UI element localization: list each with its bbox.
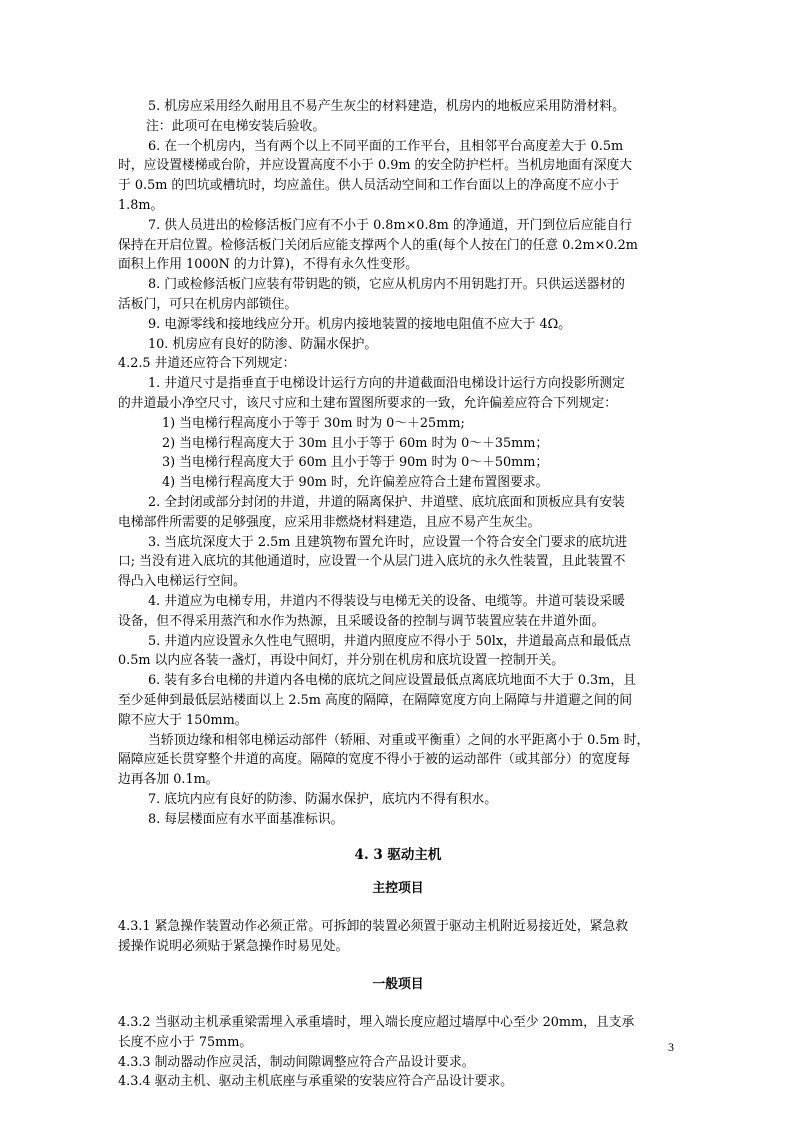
text-line: 至少延伸到最低层站楼面以上 2.5m 高度的隔障，在隔障宽度方向上隔障与井道避之间的间 (118, 692, 633, 708)
text-line: 1.8m。 (118, 197, 164, 213)
text-line: 4.3.4 驱动主机、驱动主机底座与承重梁的安装应符合产品设计要求。 (118, 1074, 513, 1090)
document-body (118, 97, 678, 1092)
text-line: 2. 全封闭或部分封闭的井道，井道的隔离保护、井道壁、底坑底面和顶板应具有安装 (148, 494, 625, 510)
text-line: 边再各加 0.1m。 (118, 772, 219, 788)
text-line: 保持在开启位置。检修活板门关闭后应能支撑两个人的重(每个人按在门的任意 0.2m×0.2m (118, 237, 638, 253)
text-line: 5. 机房应采用经久耐用且不易产生灰尘的材料建造，机房内的地板应采用防滑材料。 (148, 99, 625, 114)
text-line: 隔障应延长贯穿整个井道的高度。隔障的宽度不得小于被的运动部件（或其部分）的宽度每 (118, 752, 630, 768)
text-line: 于 0.5m 的凹坑或槽坑时，均应盖住。供人员活动空间和工作台面以上的净高度不应小于 (118, 178, 620, 194)
main-items-block (118, 917, 678, 957)
text-line: 4. 井道应为电梯专用，井道内不得装设与电梯无关的设备、电缆等。井道可装设采暖 (148, 593, 625, 609)
text-line: 3) 当电梯行程高度大于 60m 且小于等于 90m 时为 0～＋50mm； (162, 455, 549, 471)
text-line: 隙不应大于 150mm。 (118, 712, 248, 728)
text-line: 的井道最小净空尺寸，该尺寸应和土建布置图所要求的一致，允许偏差应符合下列规定： (118, 395, 618, 411)
text-line: 10. 机房应有良好的防渗、防漏水保护。 (148, 336, 378, 352)
text-line: 当轿顶边缘和相邻电梯运动部件（轿厢、对重或平衡重）之间的水平距离小于 0.5m 时， (148, 732, 650, 748)
text-line: 口; 当没有进入底坑的其他通道时，应设置一个从层门进入底坑的永久性装置，且此装置不 (118, 554, 626, 570)
text-line: 注：此项可在电梯安装后验收。 (146, 118, 326, 134)
text-line: 1. 井道尺寸是指垂直于电梯设计运行方向的井道截面沿电梯设计运行方向投影所测定 (148, 376, 625, 392)
text-line: 长度不应小于 75mm。 (118, 1034, 253, 1050)
page-number: 3 (668, 1040, 674, 1054)
text-line: 2) 当电梯行程高度大于 30m 且小于等于 60m 时为 0～＋35mm； (162, 435, 549, 451)
text-line: 得凸入电梯运行空间。 (118, 574, 246, 590)
text-line: 电梯部件所需要的足够强度，应采用非燃烧材料建造，且应不易产生灰尘。 (118, 514, 541, 530)
text-line: 0.5m 以内应各装一盏灯，再设中间灯，并分别在机房和底坑设置一控制开关。 (118, 653, 565, 669)
section-title: 4. 3 驱动主机 (354, 847, 442, 864)
text-line: 6. 装有多台电梯的井道内各电梯的底坑之间应设置最低点离底坑地面不大于 0.3m，且 (148, 673, 636, 689)
text-line: 设备，但不得采用蒸汽和水作为热源，且采暖设备的控制与调节装置应装在井道外面。 (118, 613, 605, 629)
text-line: 4.3.3 制动器动作应灵活，制动间隙调整应符合产品设计要求。 (118, 1054, 475, 1070)
text-line: 5. 井道内应设置永久性电气照明，井道内照度应不得小于 50lx，井道最高点和最低点 (148, 633, 632, 649)
text-line: 1) 当电梯行程高度小于等于 30m 时为 0～＋25mm; (162, 415, 465, 431)
subheading-general-items: 一般项目 (372, 977, 424, 993)
subheading-main-items: 主控项目 (372, 881, 424, 897)
text-line: 8. 门或检修活板门应装有带钥匙的锁，它应从机房内不用钥匙打开。只供运送器材的 (148, 277, 625, 293)
text-line: 时，应设置楼梯或台阶，并应设置高度不小于 0.9m 的安全防护栏杆。当机房地面有深度大 (118, 158, 633, 174)
text-line: 活板门，可只在机房内部锁住。 (118, 296, 298, 312)
text-line: 4) 当电梯行程高度大于 90m 时，允许偏差应符合土建布置图要求。 (162, 475, 549, 491)
text-line: 援操作说明必须贴于紧急操作时易见处。 (118, 939, 349, 955)
text-line: 4.2.5 井道还应符合下列规定： (118, 356, 296, 372)
text-line: 3. 当底坑深度大于 2.5m 且建筑物布置允许时，应设置一个符合安全门要求的底坑进 (148, 534, 628, 550)
text-line: 9. 电源零线和接地线应分开。机房内接地装置的接地电阻值不应大于 4Ω。 (148, 316, 572, 332)
text-line: 8. 每层楼面应有水平面基准标识。 (148, 811, 344, 827)
text-line: 7. 供人员进出的检修活板门应有不小于 0.8m×0.8m 的净通道，开门到位后应能自行 (148, 217, 633, 233)
text-line: 4.3.2 当驱动主机承重梁需埋入承重墙时，埋入端长度应超过墙厚中心至少 20mm，且支承 (118, 1015, 635, 1031)
section-4-2-continued (118, 97, 678, 829)
text-line: 6. 在一个机房内，当有两个以上不同平面的工作平台，且相邻平台高度差大于 0.5m (148, 138, 624, 154)
general-items-block (118, 1013, 678, 1092)
text-line: 4.3.1 紧急操作装置动作必须正常。可拆卸的装置必须置于驱动主机附近易接近处，紧急救 (118, 919, 629, 935)
text-line: 7. 底坑内应有良好的防渗、防漏水保护，底坑内不得有积水。 (148, 791, 497, 807)
text-line: 面积上作用 1000N 的力计算)，不得有永久性变形。 (118, 257, 419, 273)
